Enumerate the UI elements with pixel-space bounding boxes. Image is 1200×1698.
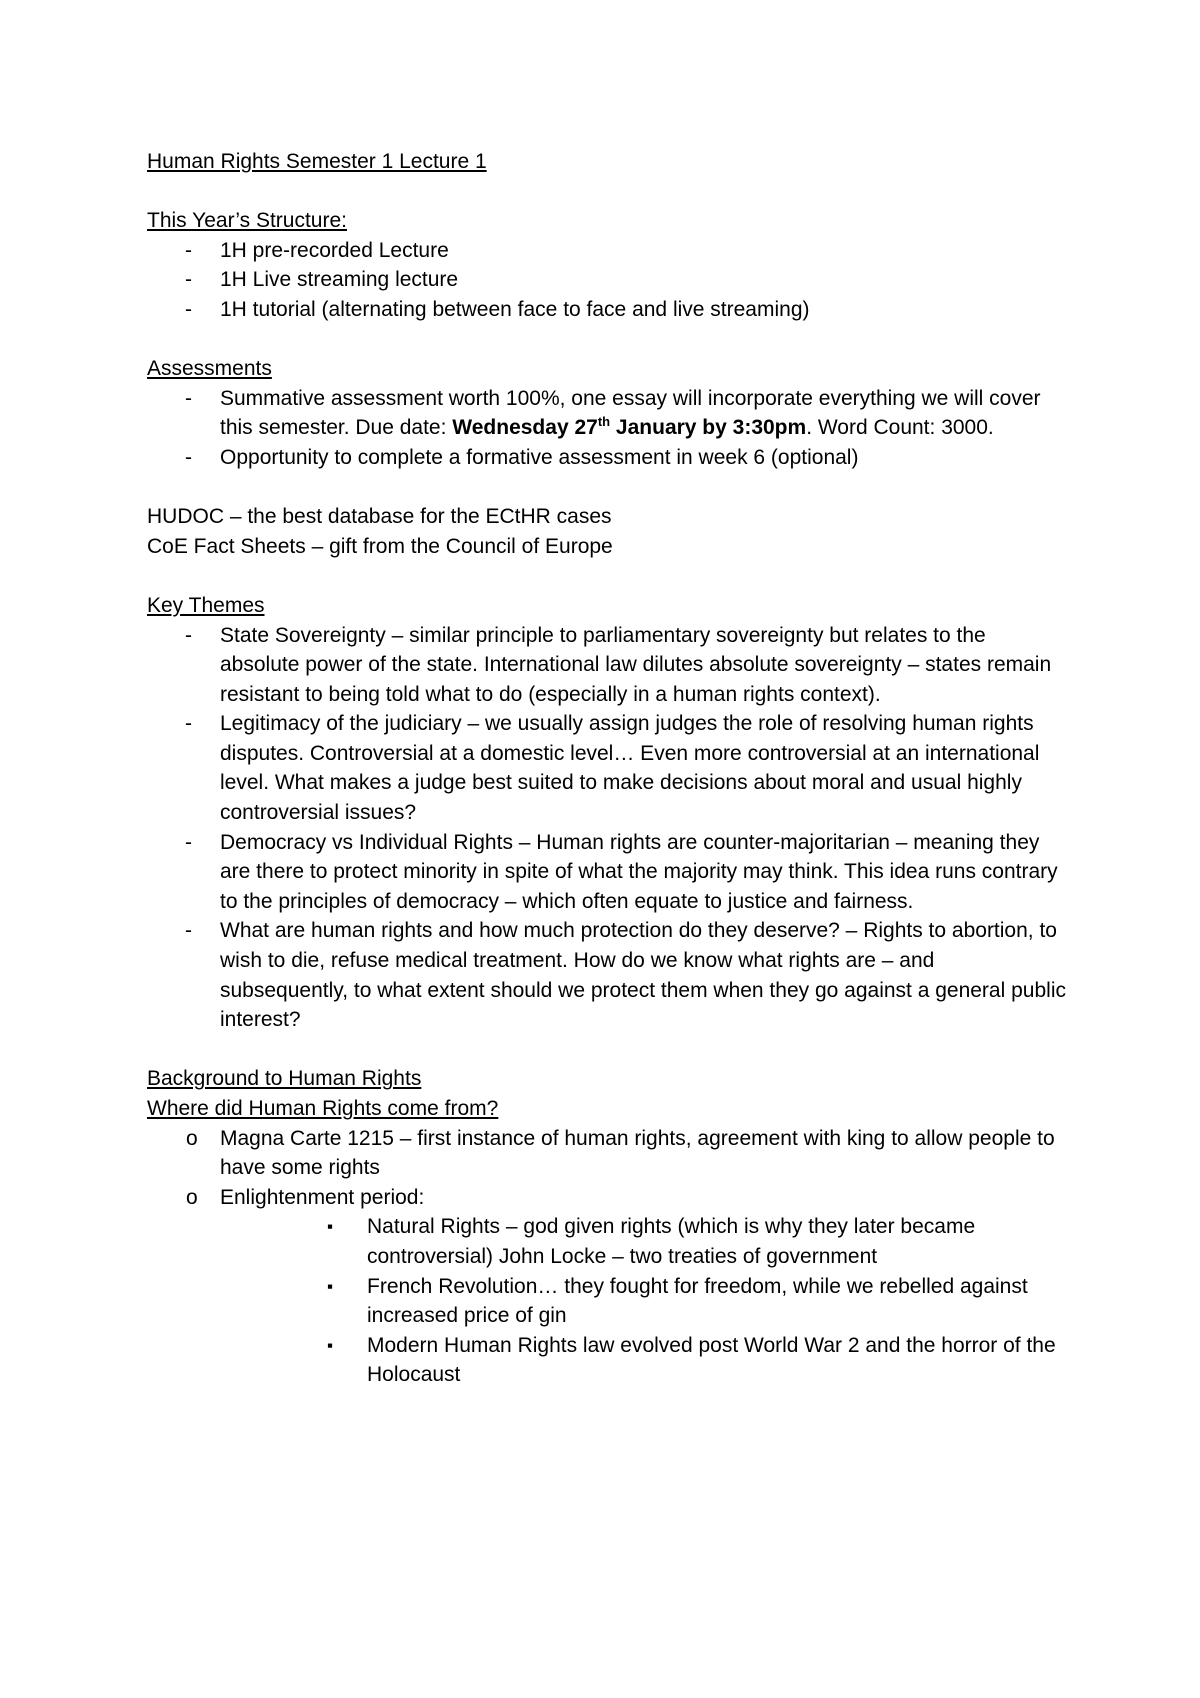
document-body (147, 147, 1067, 1390)
list-item: - 1H Live streaming lecture (147, 265, 1067, 295)
list-item: ▪ French Revolution… they fought for freedom, while we rebelled against increased price of gin (147, 1272, 1067, 1331)
list-item: o Enlightenment period: (147, 1183, 1067, 1213)
list-item: ▪ Modern Human Rights law evolved post World War 2 and the horror of the Holocaust (147, 1331, 1067, 1390)
background-heading: Background to Human Rights (147, 1067, 422, 1091)
word-count-text: . Word Count: 3000. (806, 416, 994, 440)
structure-list (147, 236, 1067, 325)
list-item: ▪ Natural Rights – god given rights (which is why they later became controversial) John Locke – two treaties of government (147, 1212, 1067, 1271)
background-sublist (147, 1212, 1067, 1390)
list-item: - Opportunity to complete a formative assessment in week 6 (optional) (147, 443, 1067, 473)
list-item: - Democracy vs Individual Rights – Human rights are counter-majoritarian – meaning they are there to protect minority in spite of what the majority may think. This idea runs contrary to the principles of democracy – which often equate to justice and fairness. (147, 828, 1067, 917)
key-themes-list (147, 621, 1067, 1035)
background-list (147, 1124, 1067, 1213)
list-item: - State Sovereignty – similar principle to parliamentary sovereignty but relates to the absolute power of the state. International law dilutes absolute sovereignty – states remain resistant to being told what to do (especially in a human rights context). (147, 621, 1067, 710)
assessments-heading: Assessments (147, 357, 272, 381)
list-item: - 1H tutorial (alternating between face to face and live streaming) (147, 295, 1067, 325)
list-item: - What are human rights and how much protection do they deserve? – Rights to abortion, to wish to die, refuse medical treatment. How do we know what rights are – and subsequently, to what extent should we protect them when they go against a general public interest? (147, 916, 1067, 1034)
assessment-text: Summative assessment worth 100%, one essay will incorporate everything we will cover this semester. Due date: (220, 386, 1041, 440)
list-item: - Legitimacy of the judiciary – we usually assign judges the role of resolving human rights disputes. Controversial at a domestic level… Even more controversial at an international level. What makes a judge best suited to make decisions about moral and usual highly controversial issues? (147, 709, 1067, 827)
structure-heading: This Year’s Structure: (147, 209, 347, 233)
background-subheading: Where did Human Rights come from? (147, 1097, 499, 1120)
resource-line: HUDOC – the best database for the ECtHR cases (147, 505, 612, 529)
due-date-time: January by 3:30pm (610, 416, 807, 440)
due-date-day: Wednesday 27 (452, 416, 598, 440)
list-item: o Magna Carte 1215 – first instance of human rights, agreement with king to allow people to have some rights (147, 1124, 1067, 1183)
list-item (147, 384, 1067, 443)
resource-line: CoE Fact Sheets – gift from the Council of Europe (147, 534, 613, 558)
due-date-suffix: th (597, 414, 611, 430)
list-item: - 1H pre-recorded Lecture (147, 236, 1067, 266)
key-themes-heading: Key Themes (147, 593, 265, 617)
document-title: Human Rights Semester 1 Lecture 1 (147, 150, 487, 173)
assessments-list (147, 384, 1067, 473)
